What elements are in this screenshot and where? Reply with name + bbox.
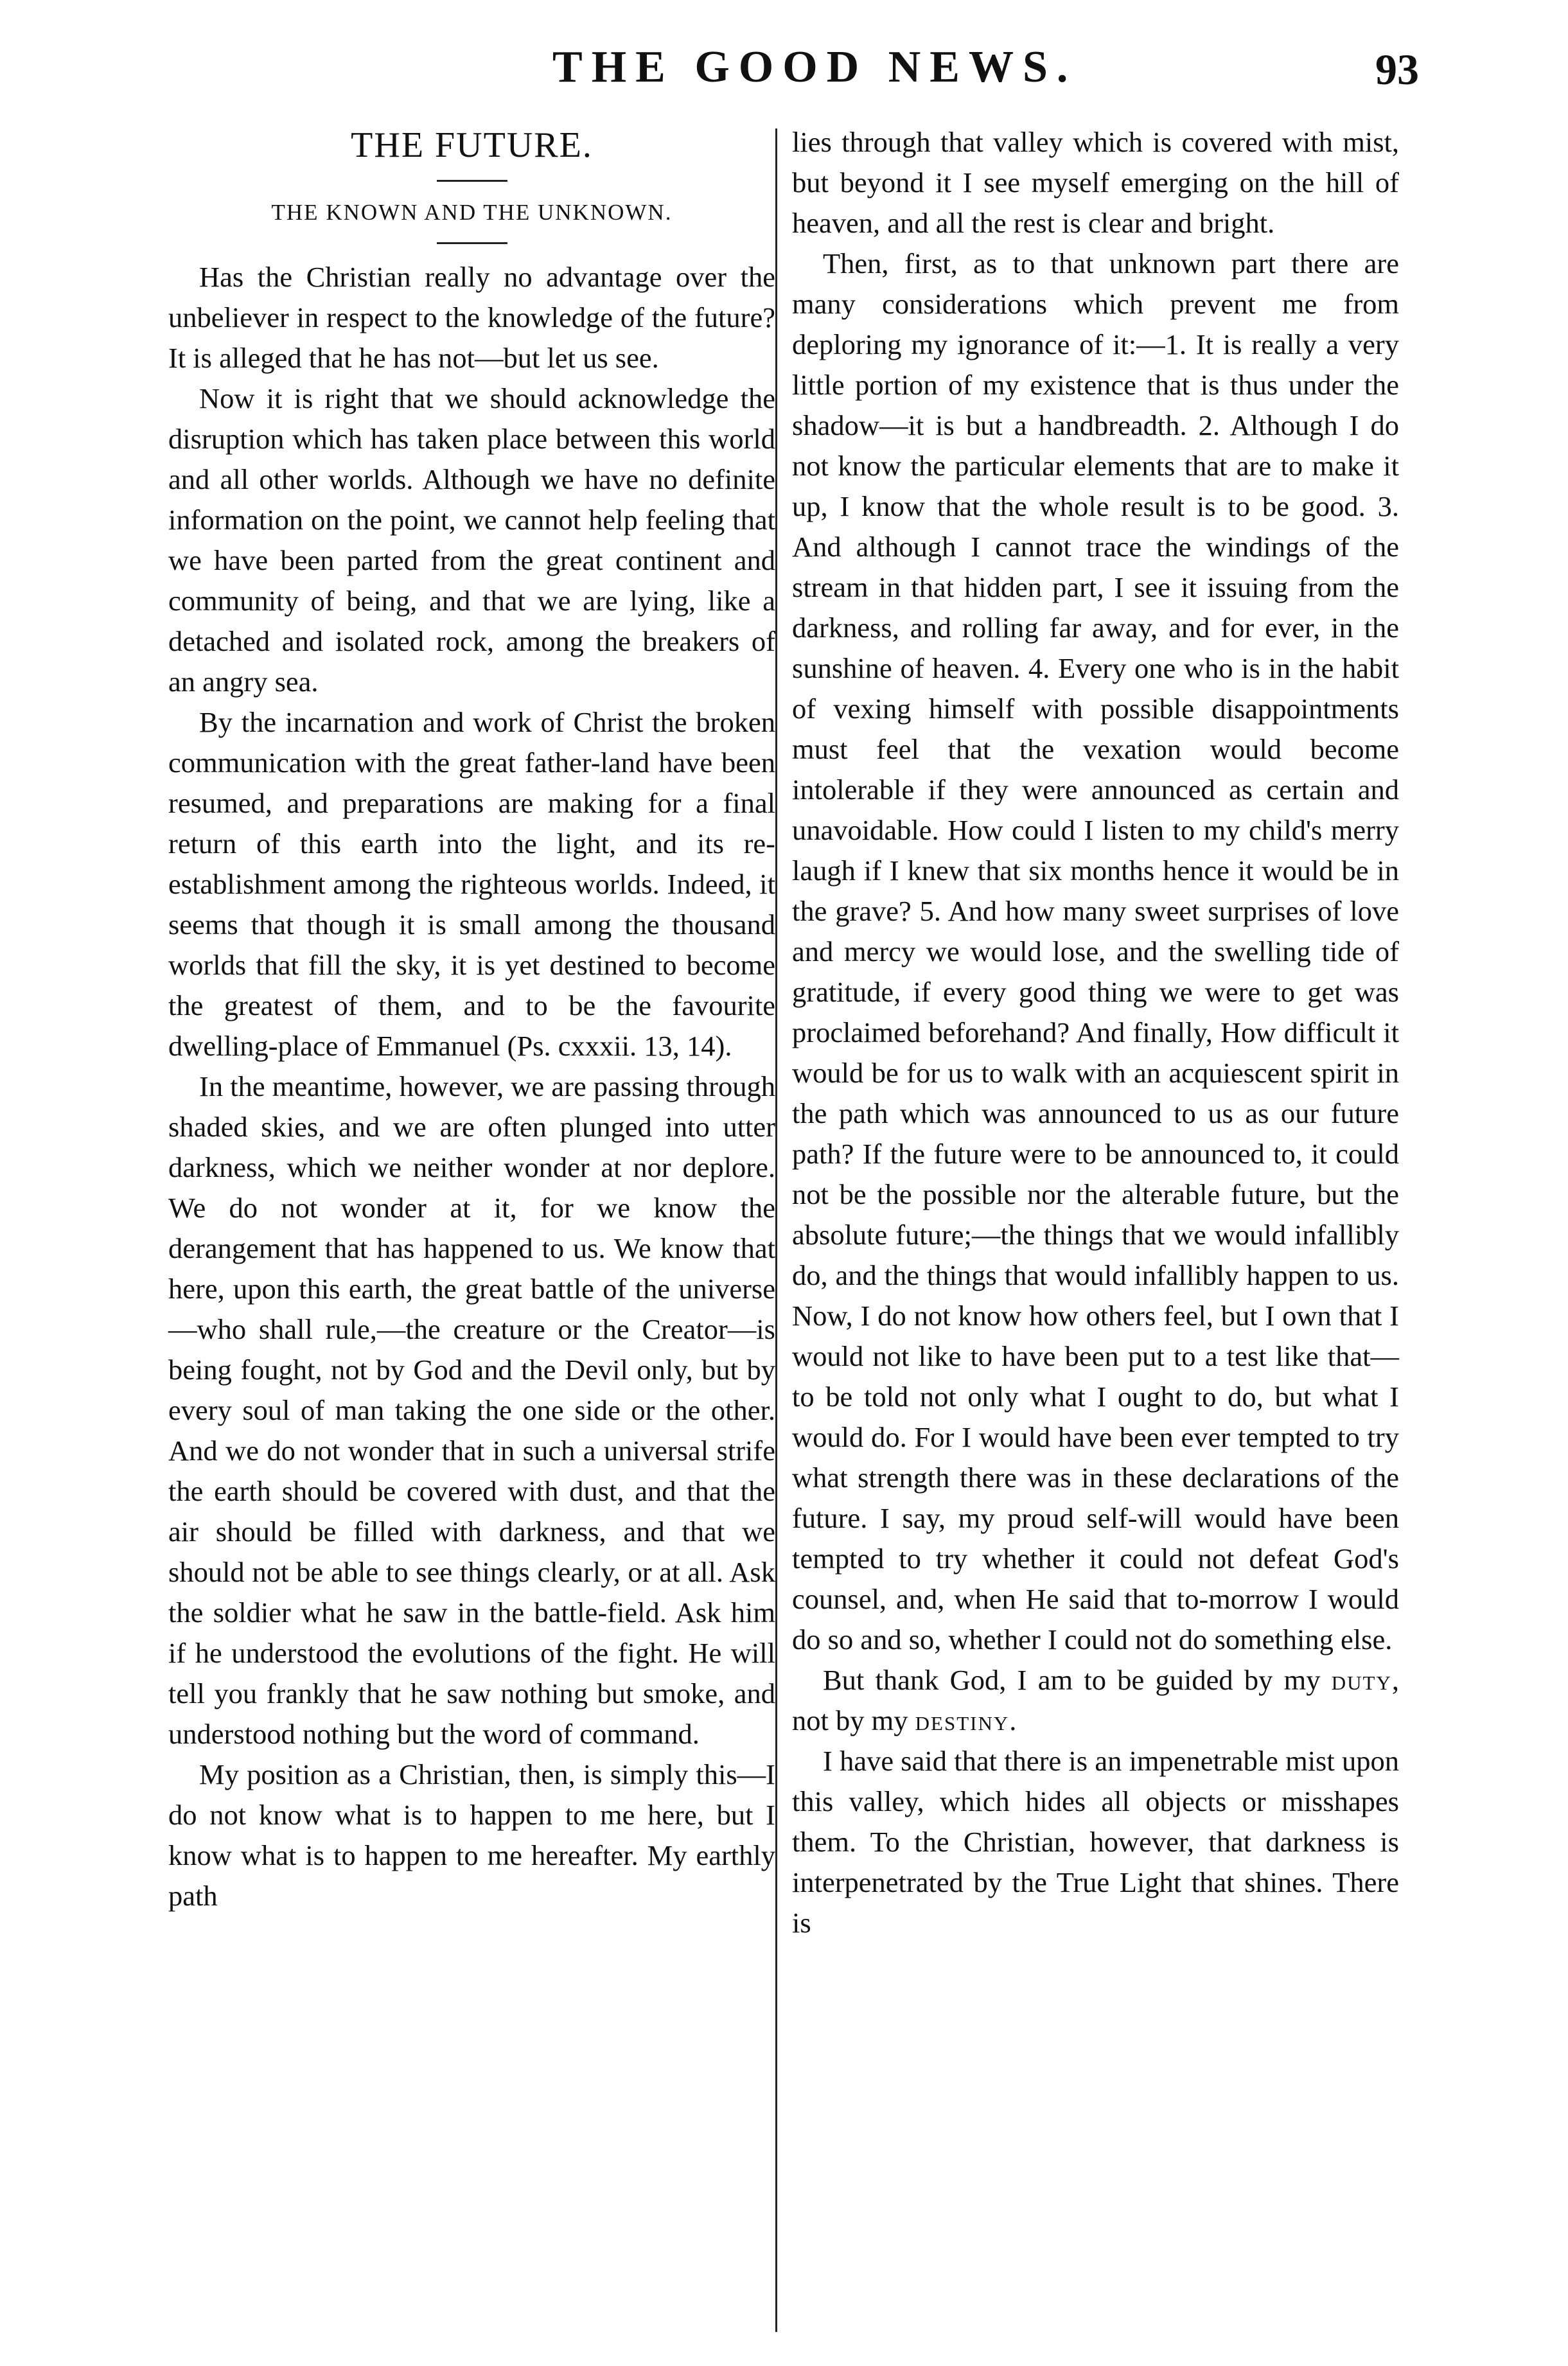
article-subtitle: THE KNOWN AND THE UNKNOWN. (271, 200, 673, 225)
paragraph: In the meantime, however, we are passing through shaded skies, and we are often plunged into utter darkness, which we neither wonder at nor deplore. We do not wonder at it, for we know the derangement that has happened to us. We know that here, upon this earth, the great battle of the universe—who shall rule,—the creature or the Creator—is being fought, not by God and the Devil only, but by every soul of man taking the one side or the other. And we do not wonder that in such a universal strife the earth should be covered with dust, and that the air should be filled with darkness, and that we should not be able to see things clearly, or at all. Ask the soldier what he saw in the battle-field. Ask him if he understood the evolutions of the fight. He will tell you frankly that he saw nothing but smoke, and understood nothing but the word of command. (168, 1070, 775, 1750)
text-span: But thank God, I am to be guided by (823, 1664, 1273, 1696)
paragraph: I have said that there is an impenetrable mist upon this valley, which hides all objects or misshapes them. To the Christian, however, that darkness is interpenetrated by the True Light that shines. There is (792, 1745, 1399, 1939)
article-title: THE FUTURE. (351, 125, 593, 165)
paragraph: My position as a Christian, then, is simply this—I do not know what is to happen to me here, but I know what is to happen to me hereafter. My earthly path (168, 1758, 775, 1912)
duty-word: duty (1331, 1664, 1392, 1696)
text-span: . (1009, 1704, 1017, 1736)
page-number: 93 (1375, 45, 1419, 94)
paragraph: Has the Christian really no advantage over the unbeliever in respect to the knowledge of the future? It is alleged that he has not—but let us see. (168, 261, 775, 374)
journal-title: THE GOOD NEWS. (552, 42, 1077, 92)
paragraph: By the incarnation and work of Christ the broken communication with the great father-land have been resumed, and preparations are making for a final return of this earth into the light, and its re-establishment among the righteous worlds. Indeed, it seems that though it is small among the thousand worlds that fill the sky, it is yet destined to become the greatest of them, and to be the favourite dwelling-place of Emmanuel (Ps. cxxxii. 13, 14). (168, 706, 775, 1062)
text-span: my (871, 1704, 908, 1736)
running-head (0, 35, 1568, 112)
right-column (792, 122, 1399, 1943)
destiny-word: destiny (915, 1704, 1010, 1736)
text-span: , not by (792, 1664, 1400, 1736)
title-rule (437, 180, 507, 182)
text-span: my (1283, 1664, 1321, 1696)
subtitle-rule (437, 242, 507, 244)
paragraph: Then, first, as to that unknown part there are many considerations which prevent me from deploring my ignorance of it:—1. It is really a very little portion of my existence that is thus under the shadow—it is but a handbreadth. 2. Although I do not know the particular elements that are to make it up, I know that the whole result is to be good. 3. And although I cannot trace the windings of the stream in that hidden part, I see it issuing from the darkness, and rolling far away, and for ever, in the sunshine of heaven. 4. Every one who is in the habit of vexing himself with possible disappointments must feel that the vexation would become intolerable if they were announced as certain and unavoidable. How could I listen to my child's merry laugh if I knew that six months hence it would be in the grave? 5. And how many sweet surprises of love and mercy we would lose, and the swelling tide of gratitude, if every good thing we were to get was proclaimed beforehand? And finally, How difficult it would be for us to walk with an acquiescent spirit in the path which was announced to us as our future path? If the future were to be announced to, it could not be the possible nor the alterable future, but the absolute future;—the things that we would infallibly do, and the things that would infallibly happen to us. Now, I do not know how others feel, but I own that I would not like to have been put to a test like that—to be told not only what I ought to do, but what I would do. For I would have been ever tempted to try what strength there was in these declarations of the future. I say, my proud self-will would have been tempted to try whether it could not defeat God's counsel, and, when He said that to-morrow I would do so and so, whether I could not do something else. (792, 247, 1399, 1655)
column-divider (775, 128, 777, 2332)
paragraph-continuation: lies through that valley which is covered with mist, but beyond it I see myself emerging on the hill of heaven, and all the rest is clear and bright. (792, 126, 1399, 239)
left-column (168, 122, 775, 1916)
duty-paragraph (792, 1660, 1399, 1741)
paragraph: Now it is right that we should acknowledge the disruption which has taken place between this world and all other worlds. Although we have no definite information on the point, we cannot help feeling that we have been parted from the great continent and community of being, and that we are lying, like a detached and isolated rock, among the breakers of an angry sea. (168, 382, 775, 698)
